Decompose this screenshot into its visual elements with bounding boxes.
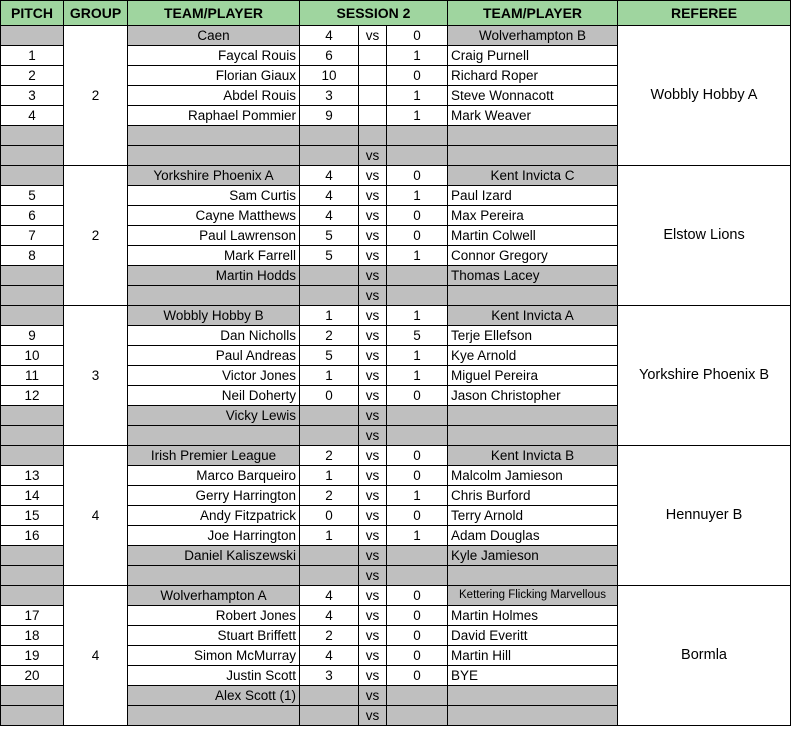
- home-name-cell: Cayne Matthews: [128, 206, 300, 226]
- home-name-cell: Paul Andreas: [128, 346, 300, 366]
- pitch-cell: [1, 546, 64, 566]
- away-score-cell: 1: [387, 486, 448, 506]
- pitch-cell: 7: [1, 226, 64, 246]
- home-name-cell: Daniel Kaliszewski: [128, 546, 300, 566]
- away-score-cell: [387, 566, 448, 586]
- home-name-cell: Raphael Pommier: [128, 106, 300, 126]
- away-score-cell: 1: [387, 186, 448, 206]
- pitch-cell: [1, 566, 64, 586]
- pitch-cell: 17: [1, 606, 64, 626]
- away-name-cell: Craig Purnell: [448, 46, 618, 66]
- pitch-cell: [1, 26, 64, 46]
- away-name-cell: [448, 566, 618, 586]
- pitch-cell: 5: [1, 186, 64, 206]
- home-name-cell: Victor Jones: [128, 366, 300, 386]
- vs-cell: vs: [359, 466, 387, 486]
- home-score-cell: [300, 706, 359, 726]
- home-name-cell: Joe Harrington: [128, 526, 300, 546]
- away-name-cell: Kent Invicta A: [448, 306, 618, 326]
- away-name-cell: Kyle Jamieson: [448, 546, 618, 566]
- vs-cell: vs: [359, 166, 387, 186]
- vs-cell: vs: [359, 486, 387, 506]
- home-score-cell: 2: [300, 486, 359, 506]
- vs-cell: vs: [359, 686, 387, 706]
- pitch-cell: [1, 426, 64, 446]
- home-score-cell: 4: [300, 26, 359, 46]
- away-name-cell: David Everitt: [448, 626, 618, 646]
- away-score-cell: [387, 126, 448, 146]
- vs-cell: vs: [359, 206, 387, 226]
- pitch-cell: [1, 286, 64, 306]
- pitch-cell: 3: [1, 86, 64, 106]
- away-name-cell: Adam Douglas: [448, 526, 618, 546]
- vs-cell: vs: [359, 386, 387, 406]
- header-team-player-away: TEAM/PLAYER: [448, 1, 618, 26]
- home-score-cell: 5: [300, 346, 359, 366]
- away-name-cell: Connor Gregory: [448, 246, 618, 266]
- vs-cell: vs: [359, 286, 387, 306]
- home-name-cell: Caen: [128, 26, 300, 46]
- pitch-cell: [1, 266, 64, 286]
- home-score-cell: 4: [300, 646, 359, 666]
- header-row: [1, 1, 791, 26]
- away-score-cell: [387, 686, 448, 706]
- away-score-cell: 0: [387, 646, 448, 666]
- referee-cell: Hennuyer B: [618, 446, 791, 586]
- vs-cell: vs: [359, 546, 387, 566]
- home-name-cell: Simon McMurray: [128, 646, 300, 666]
- home-name-cell: [128, 146, 300, 166]
- home-name-cell: [128, 706, 300, 726]
- away-score-cell: 1: [387, 306, 448, 326]
- home-name-cell: Stuart Briffett: [128, 626, 300, 646]
- home-name-cell: Mark Farrell: [128, 246, 300, 266]
- away-score-cell: 0: [387, 446, 448, 466]
- vs-cell: vs: [359, 626, 387, 646]
- away-name-cell: Miguel Pereira: [448, 366, 618, 386]
- home-name-cell: [128, 286, 300, 306]
- vs-cell: vs: [359, 326, 387, 346]
- away-score-cell: 0: [387, 386, 448, 406]
- away-score-cell: 5: [387, 326, 448, 346]
- vs-cell: vs: [359, 606, 387, 626]
- home-name-cell: Paul Lawrenson: [128, 226, 300, 246]
- home-score-cell: 3: [300, 666, 359, 686]
- group-cell: 4: [64, 446, 128, 586]
- vs-cell: vs: [359, 526, 387, 546]
- away-name-cell: Steve Wonnacott: [448, 86, 618, 106]
- home-score-cell: 4: [300, 166, 359, 186]
- away-score-cell: 1: [387, 46, 448, 66]
- home-name-cell: Wobbly Hobby B: [128, 306, 300, 326]
- pitch-cell: [1, 446, 64, 466]
- team-match-row: [1, 166, 791, 186]
- team-match-row: [1, 306, 791, 326]
- away-score-cell: 1: [387, 526, 448, 546]
- home-score-cell: [300, 686, 359, 706]
- vs-cell: vs: [359, 666, 387, 686]
- home-score-cell: 1: [300, 366, 359, 386]
- home-name-cell: Vicky Lewis: [128, 406, 300, 426]
- pitch-cell: 18: [1, 626, 64, 646]
- vs-cell: vs: [359, 186, 387, 206]
- away-name-cell: BYE: [448, 666, 618, 686]
- away-score-cell: 0: [387, 206, 448, 226]
- away-score-cell: 0: [387, 626, 448, 646]
- home-name-cell: Florian Giaux: [128, 66, 300, 86]
- vs-cell: vs: [359, 446, 387, 466]
- away-score-cell: [387, 266, 448, 286]
- team-match-row: [1, 446, 791, 466]
- vs-cell: vs: [359, 566, 387, 586]
- away-score-cell: 0: [387, 606, 448, 626]
- away-score-cell: [387, 426, 448, 446]
- pitch-cell: [1, 706, 64, 726]
- away-name-cell: [448, 286, 618, 306]
- home-score-cell: [300, 286, 359, 306]
- pitch-cell: 19: [1, 646, 64, 666]
- home-score-cell: [300, 566, 359, 586]
- referee-cell: Bormla: [618, 586, 791, 726]
- away-name-cell: Terry Arnold: [448, 506, 618, 526]
- away-name-cell: Richard Roper: [448, 66, 618, 86]
- home-name-cell: Neil Doherty: [128, 386, 300, 406]
- vs-cell: vs: [359, 226, 387, 246]
- away-score-cell: 0: [387, 66, 448, 86]
- home-score-cell: 6: [300, 46, 359, 66]
- away-score-cell: 1: [387, 246, 448, 266]
- home-score-cell: [300, 546, 359, 566]
- home-name-cell: [128, 426, 300, 446]
- away-name-cell: [448, 126, 618, 146]
- pitch-cell: 2: [1, 66, 64, 86]
- vs-cell: [359, 66, 387, 86]
- pitch-cell: 4: [1, 106, 64, 126]
- pitch-cell: [1, 306, 64, 326]
- pitch-cell: 9: [1, 326, 64, 346]
- away-score-cell: 1: [387, 86, 448, 106]
- away-name-cell: Malcolm Jamieson: [448, 466, 618, 486]
- away-score-cell: 0: [387, 166, 448, 186]
- away-name-cell: Martin Hill: [448, 646, 618, 666]
- away-name-cell: [448, 686, 618, 706]
- away-score-cell: [387, 406, 448, 426]
- home-score-cell: 4: [300, 606, 359, 626]
- header-referee: REFEREE: [618, 1, 791, 26]
- away-name-cell: [448, 146, 618, 166]
- pitch-cell: 20: [1, 666, 64, 686]
- pitch-cell: 1: [1, 46, 64, 66]
- away-score-cell: 0: [387, 506, 448, 526]
- home-score-cell: 4: [300, 206, 359, 226]
- pitch-cell: 10: [1, 346, 64, 366]
- away-name-cell: Kettering Flicking Marvellous: [448, 586, 618, 606]
- pitch-cell: 16: [1, 526, 64, 546]
- home-score-cell: 3: [300, 86, 359, 106]
- pitch-cell: 15: [1, 506, 64, 526]
- home-name-cell: Dan Nicholls: [128, 326, 300, 346]
- vs-cell: vs: [359, 246, 387, 266]
- away-name-cell: [448, 706, 618, 726]
- pitch-cell: [1, 686, 64, 706]
- vs-cell: vs: [359, 586, 387, 606]
- home-name-cell: Irish Premier League: [128, 446, 300, 466]
- pitch-cell: 8: [1, 246, 64, 266]
- vs-cell: [359, 106, 387, 126]
- referee-cell: Yorkshire Phoenix B: [618, 306, 791, 446]
- group-cell: 3: [64, 306, 128, 446]
- home-score-cell: 9: [300, 106, 359, 126]
- vs-cell: vs: [359, 346, 387, 366]
- away-score-cell: 0: [387, 226, 448, 246]
- home-score-cell: 5: [300, 226, 359, 246]
- away-name-cell: Thomas Lacey: [448, 266, 618, 286]
- away-name-cell: Martin Holmes: [448, 606, 618, 626]
- home-name-cell: Sam Curtis: [128, 186, 300, 206]
- away-name-cell: Kent Invicta B: [448, 446, 618, 466]
- header-session: SESSION 2: [300, 1, 448, 26]
- away-name-cell: Mark Weaver: [448, 106, 618, 126]
- referee-cell: Elstow Lions: [618, 166, 791, 306]
- pitch-cell: 12: [1, 386, 64, 406]
- away-name-cell: [448, 426, 618, 446]
- home-score-cell: [300, 406, 359, 426]
- home-score-cell: 2: [300, 626, 359, 646]
- away-name-cell: [448, 406, 618, 426]
- pitch-cell: 14: [1, 486, 64, 506]
- vs-cell: vs: [359, 426, 387, 446]
- group-cell: 2: [64, 26, 128, 166]
- home-score-cell: 1: [300, 526, 359, 546]
- vs-cell: vs: [359, 306, 387, 326]
- home-score-cell: [300, 426, 359, 446]
- home-score-cell: 4: [300, 186, 359, 206]
- vs-cell: vs: [359, 146, 387, 166]
- pitch-cell: [1, 166, 64, 186]
- vs-cell: vs: [359, 266, 387, 286]
- away-name-cell: Kent Invicta C: [448, 166, 618, 186]
- home-name-cell: Abdel Rouis: [128, 86, 300, 106]
- pitch-cell: 13: [1, 466, 64, 486]
- home-score-cell: 2: [300, 326, 359, 346]
- away-name-cell: Terje Ellefson: [448, 326, 618, 346]
- away-score-cell: [387, 286, 448, 306]
- home-score-cell: 2: [300, 446, 359, 466]
- group-cell: 2: [64, 166, 128, 306]
- home-name-cell: Andy Fitzpatrick: [128, 506, 300, 526]
- home-name-cell: Martin Hodds: [128, 266, 300, 286]
- away-name-cell: Martin Colwell: [448, 226, 618, 246]
- home-score-cell: 1: [300, 466, 359, 486]
- pitch-cell: 11: [1, 366, 64, 386]
- vs-cell: vs: [359, 646, 387, 666]
- vs-cell: [359, 46, 387, 66]
- team-match-row: [1, 26, 791, 46]
- pitch-cell: [1, 586, 64, 606]
- home-score-cell: 4: [300, 586, 359, 606]
- away-score-cell: [387, 546, 448, 566]
- away-score-cell: 0: [387, 26, 448, 46]
- vs-cell: [359, 126, 387, 146]
- pitch-cell: [1, 126, 64, 146]
- away-score-cell: 0: [387, 586, 448, 606]
- home-score-cell: 1: [300, 306, 359, 326]
- away-name-cell: Wolverhampton B: [448, 26, 618, 46]
- vs-cell: vs: [359, 506, 387, 526]
- away-name-cell: Max Pereira: [448, 206, 618, 226]
- away-name-cell: Chris Burford: [448, 486, 618, 506]
- away-score-cell: 1: [387, 346, 448, 366]
- away-name-cell: Paul Izard: [448, 186, 618, 206]
- away-score-cell: 0: [387, 666, 448, 686]
- away-score-cell: [387, 706, 448, 726]
- away-score-cell: 0: [387, 466, 448, 486]
- home-name-cell: [128, 126, 300, 146]
- home-name-cell: Alex Scott (1): [128, 686, 300, 706]
- home-name-cell: Wolverhampton A: [128, 586, 300, 606]
- pitch-cell: 6: [1, 206, 64, 226]
- vs-cell: vs: [359, 366, 387, 386]
- home-name-cell: Robert Jones: [128, 606, 300, 626]
- home-name-cell: Faycal Rouis: [128, 46, 300, 66]
- away-name-cell: Kye Arnold: [448, 346, 618, 366]
- team-match-row: [1, 586, 791, 606]
- vs-cell: vs: [359, 406, 387, 426]
- home-score-cell: [300, 266, 359, 286]
- home-score-cell: 0: [300, 386, 359, 406]
- away-score-cell: 1: [387, 106, 448, 126]
- home-name-cell: Marco Barqueiro: [128, 466, 300, 486]
- home-score-cell: 10: [300, 66, 359, 86]
- away-score-cell: [387, 146, 448, 166]
- pitch-cell: [1, 146, 64, 166]
- vs-cell: vs: [359, 26, 387, 46]
- home-name-cell: Yorkshire Phoenix A: [128, 166, 300, 186]
- home-name-cell: Gerry Harrington: [128, 486, 300, 506]
- group-cell: 4: [64, 586, 128, 726]
- header-team-player-home: TEAM/PLAYER: [128, 1, 300, 26]
- header-group: GROUP: [64, 1, 128, 26]
- away-name-cell: Jason Christopher: [448, 386, 618, 406]
- home-score-cell: 0: [300, 506, 359, 526]
- vs-cell: vs: [359, 706, 387, 726]
- home-score-cell: [300, 126, 359, 146]
- home-name-cell: [128, 566, 300, 586]
- pitch-cell: [1, 406, 64, 426]
- referee-cell: Wobbly Hobby A: [618, 26, 791, 166]
- home-score-cell: 5: [300, 246, 359, 266]
- home-score-cell: [300, 146, 359, 166]
- home-name-cell: Justin Scott: [128, 666, 300, 686]
- away-score-cell: 1: [387, 366, 448, 386]
- vs-cell: [359, 86, 387, 106]
- header-pitch: PITCH: [1, 1, 64, 26]
